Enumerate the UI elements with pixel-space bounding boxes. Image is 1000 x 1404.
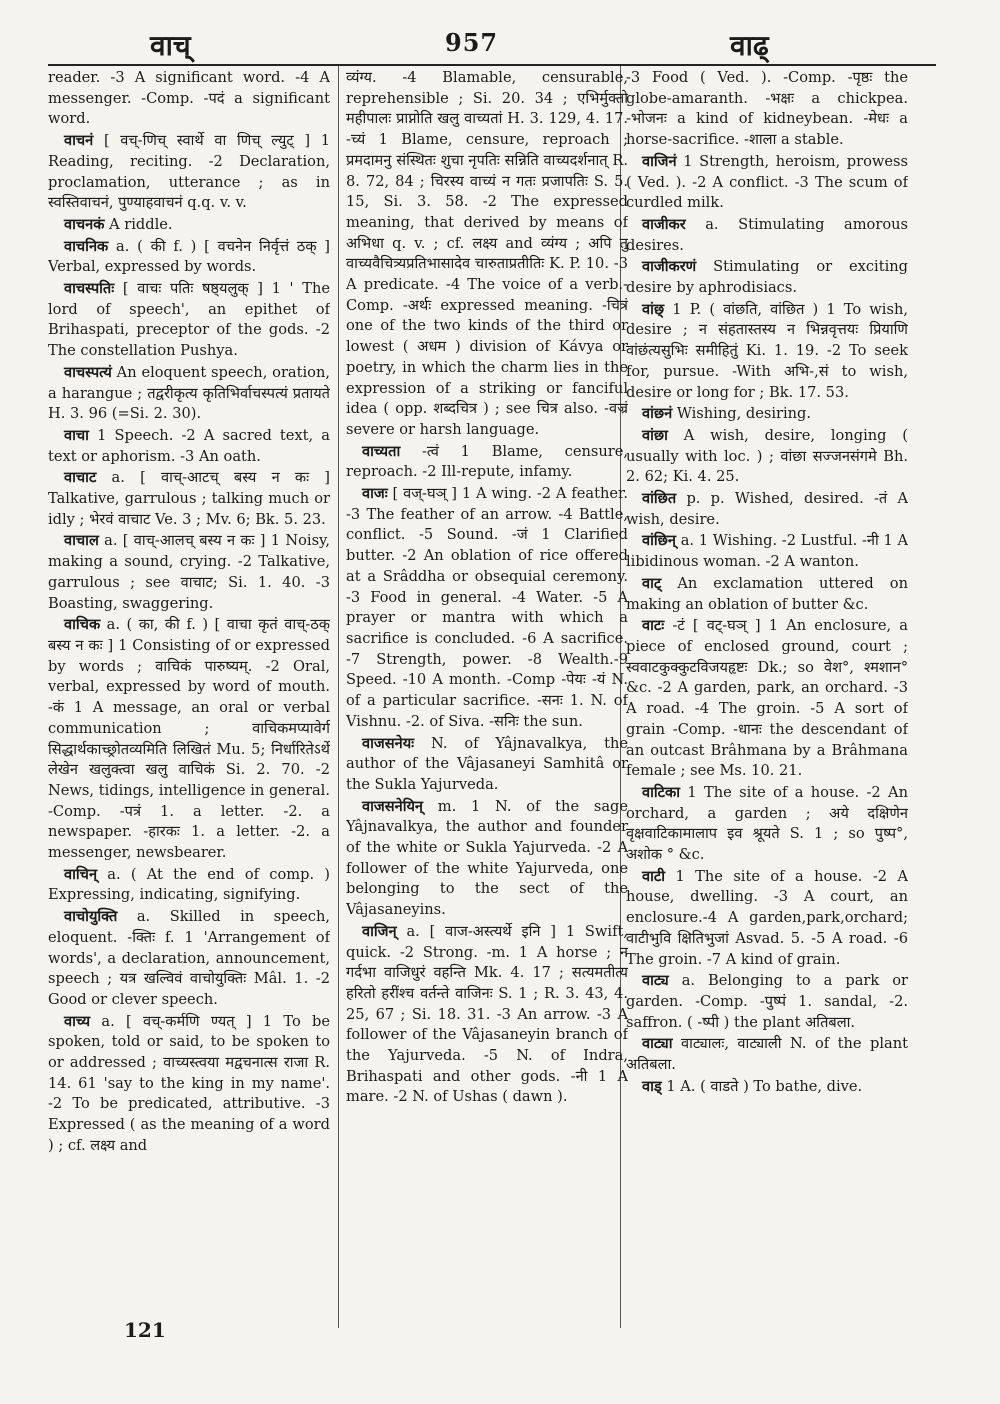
entry-headword: वाचनिक xyxy=(64,237,109,255)
dictionary-entry xyxy=(48,237,330,278)
entry-text: A riddle. xyxy=(109,215,173,233)
dictionary-entry xyxy=(48,363,330,425)
entry-text: N. of Yâjnavalkya, the author of the Vâjasaneyi Samhitâ or the Sukla Yajurveda. xyxy=(346,734,628,793)
entry-headword: वाजसनेयिन् xyxy=(362,797,424,815)
entry-headword: वाजीकर xyxy=(642,215,686,233)
header-rule xyxy=(48,64,936,66)
entry-headword: वाड् xyxy=(642,1077,662,1095)
dictionary-entry xyxy=(48,615,330,863)
entry-headword: वाजिनं xyxy=(642,152,677,170)
dictionary-entry xyxy=(48,426,330,467)
entry-text: reader. -3 A significant word. -4 A messenger. -Comp. -पदं a significant word. xyxy=(48,69,330,128)
entry-headword: वाचोयुक्ति xyxy=(64,908,118,926)
dictionary-entry xyxy=(48,68,330,130)
dictionary-entry xyxy=(48,531,330,614)
dictionary-entry xyxy=(626,68,908,151)
entry-text: a. 1 Wishing. -2 Lustful. -नी 1 A libidinous woman. -2 A wanton. xyxy=(626,532,908,571)
entry-headword: वाचाट xyxy=(64,469,97,487)
entry-text: Wishing, desiring. xyxy=(676,405,812,423)
dictionary-entry xyxy=(626,867,908,971)
entry-headword: वाट् xyxy=(642,574,662,592)
entry-text: 1 The site of a house. -2 An orchard, a garden ; अये दक्षिणेन वृक्षवाटिकामालाप इव श्रूयते S. 1 ; so पुष्प°, अशोक ° &c. xyxy=(626,783,908,864)
entry-headword: वाचाल xyxy=(64,532,99,550)
entry-headword: वाटः xyxy=(642,617,665,635)
page-header xyxy=(0,18,1000,62)
entry-headword: वाच्य xyxy=(64,1012,91,1030)
dictionary-entry xyxy=(346,442,628,483)
entry-headword: वाटी xyxy=(642,867,666,885)
column-3 xyxy=(626,68,908,1318)
entry-text: a. [ वच्-कर्मणि ण्यत् ] 1 To be spoken, told or said, to be spoken to or addressed ; वाच्यस्त्वया मद्वचनात्स राजा R. 14. 61 'say to the king in my name'. -2 To be predicated, attributive. -3 Expressed ( as the meaning of a word ) ; cf. लक्ष्य and xyxy=(48,1012,330,1154)
entry-text: a. Skilled in speech, eloquent. -क्तिः f. 1 'Arrangement of words', a declaration, announcement, speech ; यत्र खल्विवं वाचोयुक्तिः Mâl. 1. -2 Good or clever speech. xyxy=(48,908,330,1008)
dictionary-entry xyxy=(346,484,628,732)
entry-headword: वाटिका xyxy=(642,783,681,801)
dictionary-entry xyxy=(626,257,908,298)
entry-text: a. Belonging to a park or garden. -Comp. -पुष्पं 1. sandal, -2. saffron. ( -ष्पी ) the plant अतिबला. xyxy=(626,972,908,1031)
entry-text: -टं [ वट्-घञ् ] 1 An enclosure, a piece of enclosed ground, court ; स्ववाटकुक्कुटविजयहृष्टः Dk.; so वेश°, श्मशान° &c. -2 A garden, park, an orchard. -3 A road. -4 The groin. -5 A sort of grain -Comp. -धानः the descendant of an outcast Brâhmana by a Brâhmana female ; see Ms. 10. 21. xyxy=(626,617,908,780)
entry-text: 1 The site of a house. -2 A house, dwelling. -3 A court, an enclosure.-4 A garden,park,orchard; वाटीभुवि क्षितिभुजां Asvad. 5. -5 A road. -6 The groin. -7 A kind of grain. xyxy=(626,867,908,968)
dictionary-entry xyxy=(626,426,908,488)
dictionary-entry xyxy=(48,468,330,530)
entry-text: -त्वं 1 Blame, censure, reproach. -2 Ill-repute, infamy. xyxy=(346,442,628,481)
entry-headword: वाचिन् xyxy=(64,865,98,883)
dictionary-entry xyxy=(626,152,908,214)
entry-text: -3 Food ( Ved. ). -Comp. -पृष्ठः the globe-amaranth. -भक्षः a chickpea. -भोजनः a kind of kidneybean. -मेधः a horse-sacrifice. -शाला a stable. xyxy=(626,69,908,149)
entry-headword: वाचस्पतिः xyxy=(64,280,115,298)
dictionary-entry xyxy=(48,1012,330,1157)
dictionary-entry xyxy=(626,531,908,572)
dictionary-entry xyxy=(346,797,628,921)
entry-text: [ वज्-घञ् ] 1 A wing. -2 A feather. -3 The feather of an arrow. -4 Battle, conflict. -5 Sound. -जं 1 Clarified butter. -2 An oblation of rice offered at a Srâddha or obsequial ceremony. -3 Food in general. -4 Water. -5 A prayer or mantra with which a sacrifice is concluded. -6 A sacrifice. -7 Strength, power. -8 Wealth.-9 Speed. -10 A month. -Comp -पेयः -यं N. of a particular sacrifice. -सनः 1. N. of Vishnu. -2. of Siva. -सनिः the sun. xyxy=(346,485,628,730)
entry-headword: वांछा xyxy=(642,426,668,444)
entry-text: वाट्यालः, वाट्याली N. of the plant अतिबला. xyxy=(626,1035,908,1074)
dictionary-entry xyxy=(346,922,628,1108)
entry-text: a. ( की f. ) [ वचनेन निर्वृत्तं ठक् ] Verbal, expressed by words. xyxy=(48,237,330,276)
entry-text: a. Stimulating amorous desires. xyxy=(626,215,908,254)
entry-headword: वाजसनेयः xyxy=(362,734,415,752)
guide-word-left: वाच् xyxy=(150,29,191,62)
entry-headword: वाजीकरणं xyxy=(642,258,697,276)
entry-text: a. [ वाच्-आलच् बस्य न कः ] 1 Noisy, making a sound, crying. -2 Talkative, garrulous ; see वाचाट; Si. 1. 40. -3 Boasting, swaggering. xyxy=(48,532,330,612)
column-divider xyxy=(338,66,339,1328)
entry-text: व्यंग्य. -4 Blamable, censurable, reprehensible ; Si. 20. 34 ; एभिर्मुक्तो महीपालः प्राप्नोति खलु वाच्यतां H. 3. 129, 4. 17. -च्यं 1 Blame, censure, reproach ; प्रमदामनु संस्थितः शुचा नृपतिः सन्निति वाच्यदर्शनात् R. 8. 72, 84 ; चिरस्य वाच्यं न गतः प्रजापतिः S. 5. 15, Si. 3. 58. -2 The expressed meaning, that derived by means of अभिधा q. v. ; cf. लक्ष्य and व्यंग्य ; अपि तु वाच्यवैचित्र्यप्रतिभासादेव चारुताप्रतीतिः K. P. 10. -3 A predicate. -4 The voice of a verb.-Comp. -अर्थः expressed meaning. -चित्रं one of the two kinds of the third or lowest ( अधम ) division of Kávya or poetry, in which the charm lies in the expression of a striking or fanciful idea ( opp. शब्दचित्र ) ; see चित्र also. -वज्रं severe or harsh language. xyxy=(346,69,628,438)
dictionary-entry xyxy=(626,1077,908,1098)
entry-text: a. ( At the end of comp. ) Expressing, indicating, signifying. xyxy=(48,865,330,904)
dictionary-entry xyxy=(48,907,330,1011)
dictionary-entry xyxy=(626,971,908,1033)
entry-headword: वाचनकं xyxy=(64,215,105,233)
dictionary-entry xyxy=(626,616,908,782)
entry-headword: वाचनं xyxy=(64,132,94,150)
entry-text: m. 1 N. of the sage Yâjnavalkya, the author and founder of the white or Sukla Yajurveda. -2 A follower of the white Yajurveda, one belonging to the sect of the Vâjasaneyins. xyxy=(346,797,628,919)
entry-headword: वाजः xyxy=(362,485,388,503)
column-1 xyxy=(48,68,330,1318)
entry-text: a. [ वाज-अस्त्यर्थे इनि ] 1 Swift, quick. -2 Strong. -m. 1 A horse ; न गर्दभा वाजिधुरं वहन्ति Mk. 4. 17 ; सत्यमतीत्य हरितो हरींश्च वर्तन्ते वाजिनः S. 1 ; R. 3. 43, 4. 25, 67 ; Si. 18. 31. -3 An arrow. -3 A follower of the Vâjasaneyin branch of the Yajurveda. -5 N. of Indra, Brihaspati and other gods. -नी 1 A mare. -2 N. of Ushas ( dawn ). xyxy=(346,922,628,1106)
entry-text: 1 Speech. -2 A sacred text, a text or aphorism. -3 An oath. xyxy=(48,426,330,465)
entry-text: An eloquent speech, oration, a harangue ; तद्वरीकृत्य कृतिभिर्वाचस्पत्यं प्रतायते H. 3. 96 (=Si. 2. 30). xyxy=(48,363,330,423)
dictionary-entry xyxy=(626,404,908,425)
dictionary-entry xyxy=(626,489,908,530)
entry-headword: वाट्य xyxy=(642,972,669,990)
dictionary-entry xyxy=(626,1034,908,1075)
entry-text: An exclamation uttered on making an oblation of butter &c. xyxy=(626,574,908,613)
entry-text: [ वच्-णिच् स्वार्थे वा णिच् ल्युट् ] 1 Reading, reciting. -2 Declaration, proclamation, utterance ; as in स्वस्तिवाचनं, पुण्याहवाचनं q.q. v. v. xyxy=(48,132,330,212)
page-number: 957 xyxy=(445,28,499,57)
entry-text: Stimulating or exciting desire by aphrodisiacs. xyxy=(626,258,908,297)
entry-headword: वांछिन् xyxy=(642,532,677,550)
entry-headword: वाचस्पत्यं xyxy=(64,363,112,381)
entry-headword: वाट्या xyxy=(642,1035,673,1053)
dictionary-entry xyxy=(626,574,908,615)
entry-text: 1 P. ( वांछति, वांछित ) 1 To wish, desire ; न संहतास्तस्य न भिन्नवृत्तयः प्रियाणि वांछंत्यसुभिः समीहितुं Ki. 1. 19. -2 To seek for, pursue. -With अभि-,सं to wish, desire or long for ; Bk. 17. 53. xyxy=(626,300,908,401)
dictionary-entry xyxy=(626,783,908,866)
entry-text: a. ( का, की f. ) [ वाचा कृतं वाच्-ठक् बस्य न कः ] 1 Consisting of or expressed by words ; वाचिकं पारुष्यम्. -2 Oral, verbal, expressed by word of mouth. -कं 1 A message, an oral or verbal communication ; वाचिकमप्यावेर्ग सिद्धार्थकाच्छ्रोतव्यमिति लिखितं Mu. 5; निर्धारितेऽर्थे लेखेन खलुक्त्वा खलु वाचिकं Si. 2. 70. -2 News, tidings, intelligence in general. -Comp. -पत्रं 1. a letter. -2. a newspaper. -हारकः 1. a letter. -2. a messenger, newsbearer. xyxy=(48,616,330,862)
guide-word-right: वाढ् xyxy=(730,29,769,62)
entry-text: A wish, desire, longing ( usually with loc. ) ; वांछा सज्जनसंगमे Bh. 2. 62; Ki. 4. 25. xyxy=(626,426,908,486)
dictionary-entry xyxy=(346,68,628,441)
dictionary-entry xyxy=(48,131,330,214)
dictionary-entry xyxy=(346,734,628,796)
entry-headword: वांछित xyxy=(642,490,677,508)
column-2 xyxy=(346,68,628,1318)
entry-headword: वाजिन् xyxy=(362,922,397,940)
dictionary-entry xyxy=(48,865,330,906)
entry-headword: वांछ् xyxy=(642,300,665,318)
signature-mark: 121 xyxy=(124,1318,166,1342)
entry-text: 1 Strength, heroism, prowess ( Ved. ). -2 A conflict. -3 The scum of curdled milk. xyxy=(626,152,908,212)
entry-text: a. [ वाच्-आटच् बस्य न कः ] Talkative, garrulous ; talking much or idly ; भेरवं वाचाट Ve. 3 ; Mv. 6; Bk. 5. 23. xyxy=(48,469,330,528)
dictionary-entry xyxy=(48,279,330,362)
entry-headword: वाचिक xyxy=(64,616,101,634)
dictionary-entry xyxy=(48,215,330,236)
entry-headword: वांछनं xyxy=(642,405,673,423)
entry-headword: वाचा xyxy=(64,426,89,444)
dictionary-entry xyxy=(626,215,908,256)
dictionary-entry xyxy=(626,300,908,404)
entry-text: [ वाचः पतिः षष्ठ्यलुक् ] 1 ' The lord of speech', an epithet of Brihaspati, preceptor of the gods. -2 The constellation Pushya. xyxy=(48,280,330,360)
entry-text: 1 A. ( वाडते ) To bathe, dive. xyxy=(666,1077,863,1095)
entry-headword: वाच्यता xyxy=(362,442,401,460)
entry-text: p. p. Wished, desired. -तं A wish, desire. xyxy=(626,490,908,528)
